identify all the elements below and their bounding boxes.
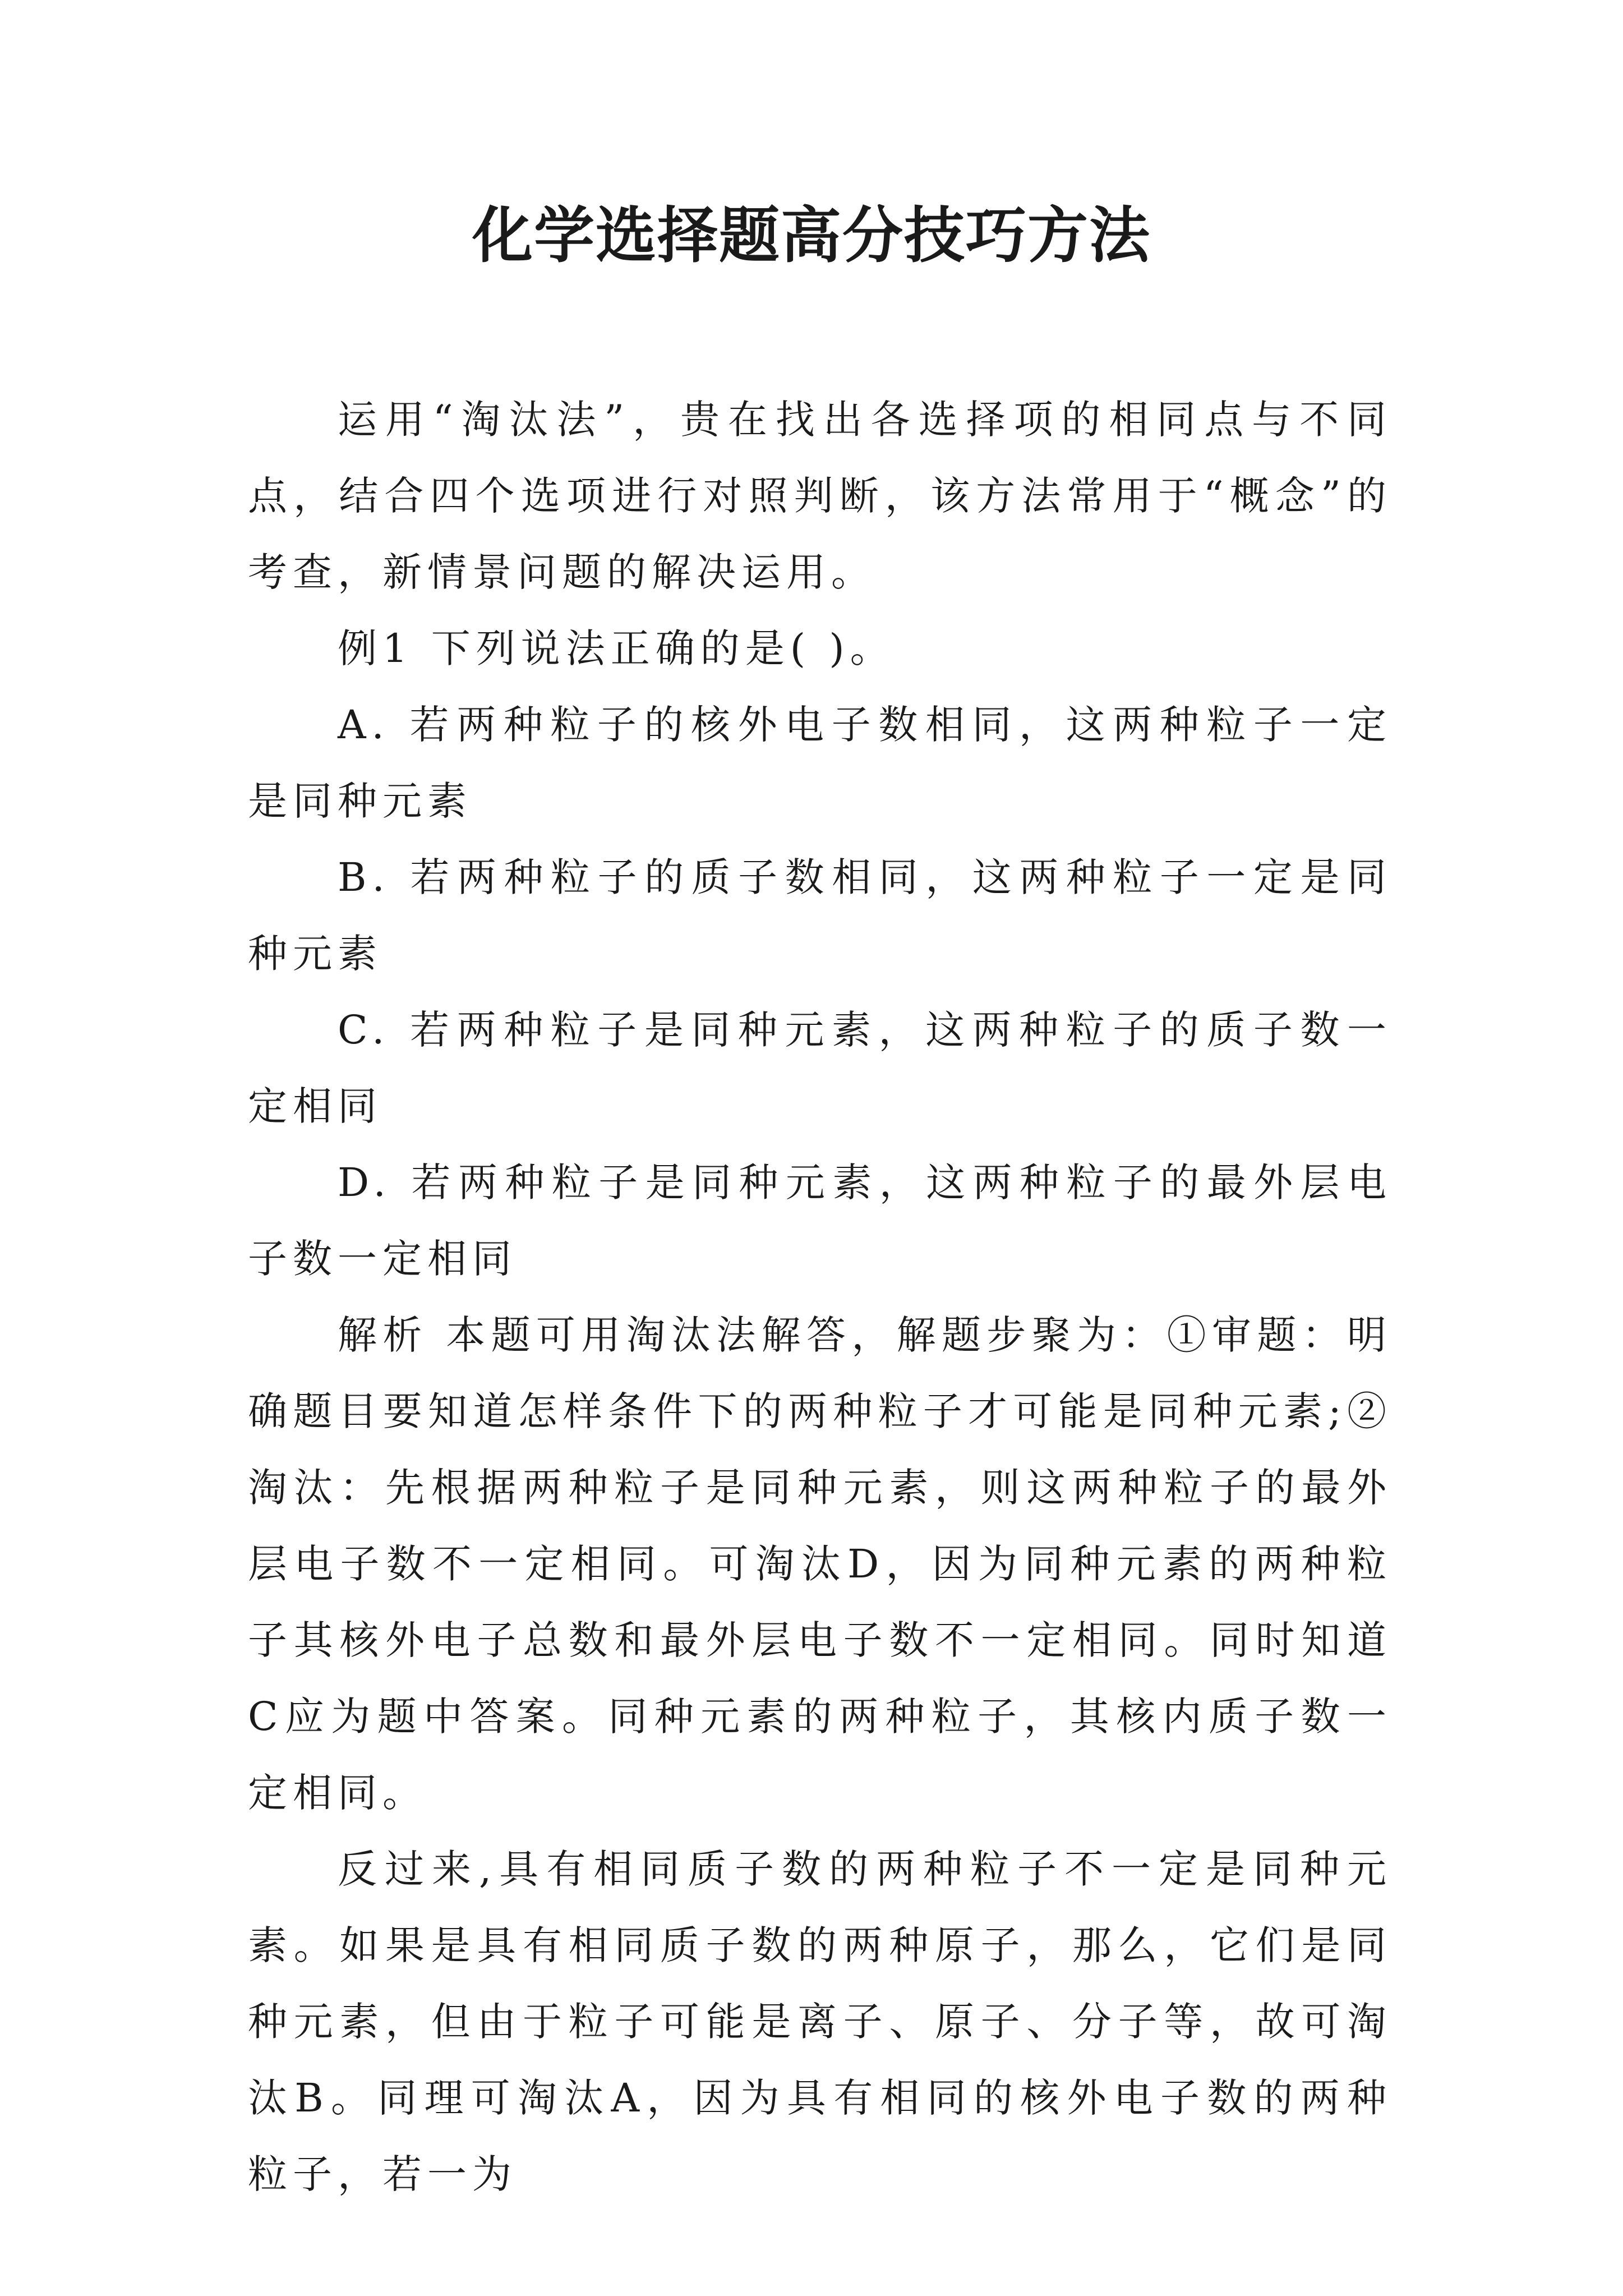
option-a: A. 若两种粒子的核外电子数相同，这两种粒子一定是同种元素	[248, 702, 1392, 824]
option-c: C. 若两种粒子是同种元素，这两种粒子的质子数一定相同	[248, 1007, 1392, 1129]
continuation-paragraph: 反过来,具有相同质子数的两种粒子不一定是同种元素。如果是具有相同质子数的两种原子，那么，它们是同种元素，但由于粒子可能是离子、原子、分子等，故可淘汰B。同理可淘汰A，因为具有相同的核外电子数的两种粒子，若一为	[248, 1846, 1392, 2197]
document-body	[248, 381, 1392, 2212]
example-question: 例1 下列说法正确的是( )。	[338, 625, 895, 671]
option-d: D. 若两种粒子是同种元素，这两种粒子的最外层电子数一定相同	[248, 1159, 1392, 1282]
document-title: 化学选择题高分技巧方法	[472, 200, 1151, 271]
intro-paragraph: 运用“淘汰法”，贵在找出各选择项的相同点与不同点，结合四个选项进行对照判断，该方法常用于“概念”的考查，新情景问题的解决运用。	[248, 397, 1392, 595]
analysis-paragraph: 解析 本题可用淘汰法解答，解题步聚为：①审题：明确题目要知道怎样条件下的两种粒子才可能是同种元素;②淘汰：先根据两种粒子是同种元素，则这两种粒子的最外层电子数不一定相同。可淘汰D，因为同种元素的两种粒子其核外电子总数和最外层电子数不一定相同。同时知道C应为题中答案。同种元素的两种粒子，其核内质子数一定相同。	[248, 1312, 1392, 1816]
option-b: B. 若两种粒子的质子数相同，这两种粒子一定是同种元素	[248, 854, 1392, 977]
